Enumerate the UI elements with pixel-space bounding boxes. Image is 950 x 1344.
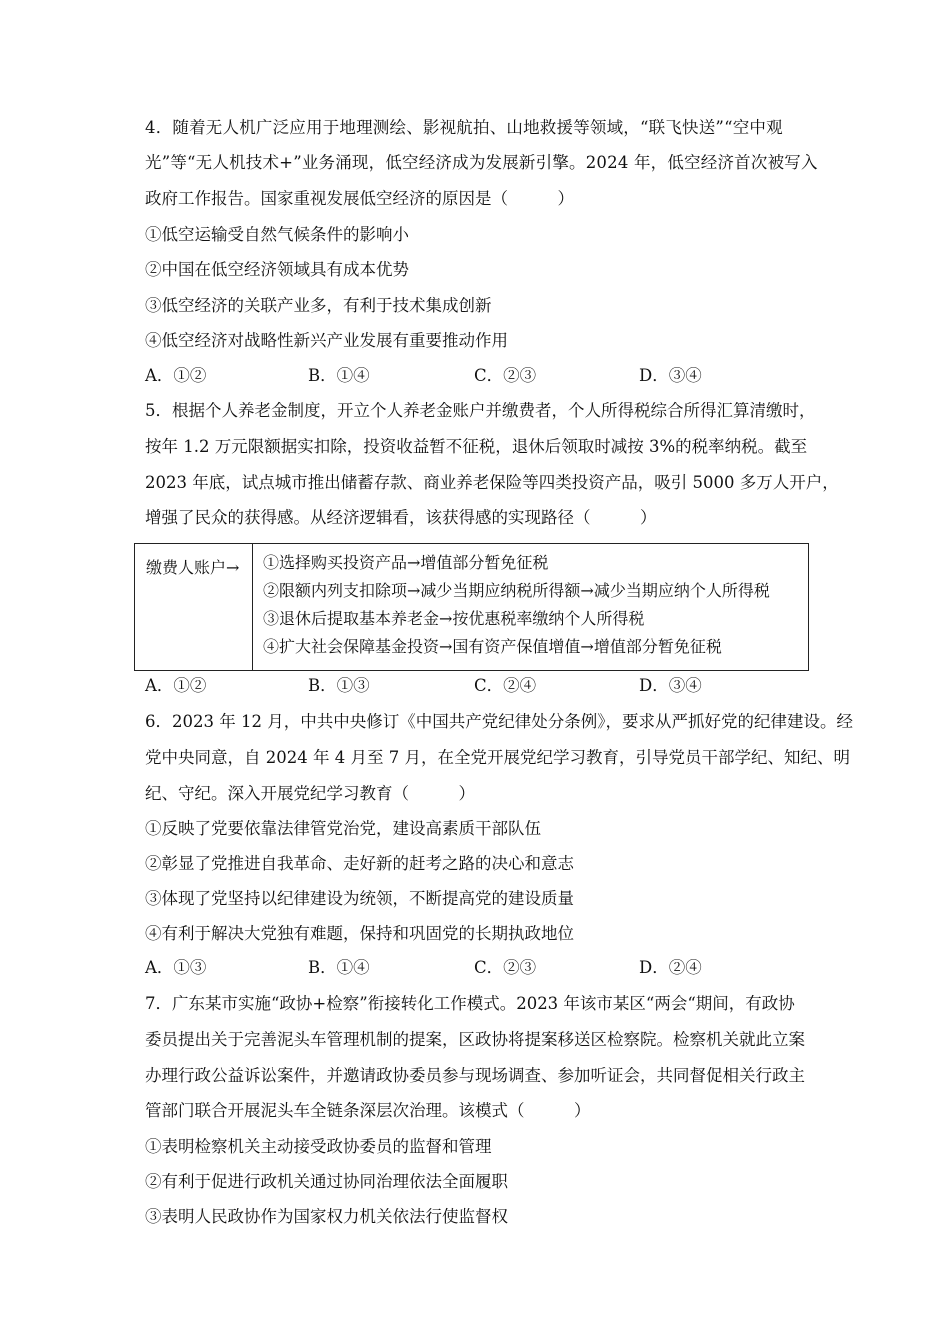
q4-option-d: D．③④ [639,366,702,385]
q4-stem-line-3: 政府工作报告。国家重视发展低空经济的原因是（ ） [145,189,574,208]
q5-table-left-label: 缴费人账户→ [146,558,240,577]
q4-option-c: C．②③ [474,366,537,385]
q4-stem-line-1: 4．随着无人机广泛应用于地理测绘、影视航拍、山地救援等领域，“联飞快送”“空中观 [145,118,783,137]
q5-option-b: B．①③ [308,676,370,695]
q4-stem-line-2: 光”等“无人机技术+”业务涌现，低空经济成为发展新引擎。2024 年，低空经济首次被写入 [145,153,818,172]
q4-item-1: ①低空运输受自然气候条件的影响小 [145,225,409,244]
q6-stem-line-2: 党中央同意，自 2024 年 4 月至 7 月，在全党开展党纪学习教育，引导党员干部学纪、知纪、明 [145,748,850,767]
q5-table-item-3: ③退休后提取基本养老金→按优惠税率缴纳个人所得税 [263,609,645,628]
q5-table-item-4: ④扩大社会保障基金投资→国有资产保值增值→增值部分暂免征税 [263,637,722,656]
q6-item-4: ④有利于解决大党独有难题，保持和巩固党的长期执政地位 [145,924,574,943]
q7-item-2: ②有利于促进行政机关通过协同治理依法全面履职 [145,1172,508,1191]
q6-option-a: A．①③ [145,958,207,977]
q6-stem-line-1: 6．2023 年 12 月，中共中央修订《中国共产党纪律处分条例》，要求从严抓好党的纪律建设。经 [145,712,853,731]
q5-table-left-cell [135,544,253,670]
q4-item-4: ④低空经济对战略性新兴产业发展有重要推动作用 [145,331,508,350]
q5-options [145,676,845,696]
q6-item-1: ①反映了党要依靠法律管党治党，建设高素质干部队伍 [145,819,541,838]
q5-stem-line-3: 2023 年底，试点城市推出储蓄存款、商业养老保险等四类投资产品，吸引 5000 多万人开户， [145,473,839,492]
q7-stem-line-4: 管部门联合开展泥头车全链条深层次治理。该模式（ ） [145,1101,591,1120]
q6-option-d: D．②④ [639,958,702,977]
q4-item-2: ②中国在低空经济领域具有成本优势 [145,260,409,279]
q5-stem-line-4: 增强了民众的获得感。从经济逻辑看，该获得感的实现路径（ ） [145,508,657,527]
q4-item-3: ③低空经济的关联产业多，有利于技术集成创新 [145,296,492,315]
q4-option-a: A．①② [145,366,207,385]
q5-option-a: A．①② [145,676,207,695]
q5-option-c: C．②④ [474,676,537,695]
q5-path-table [134,543,809,671]
q6-stem-line-3: 纪、守纪。深入开展党纪学习教育（ ） [145,784,475,803]
q5-table-item-1: ①选择购买投资产品→增值部分暂免征税 [263,553,549,572]
q6-item-3: ③体现了党坚持以纪律建设为统领，不断提高党的建设质量 [145,889,574,908]
q7-stem-line-1: 7．广东某市实施“政协+检察”衔接转化工作模式。2023 年该市某区“两会“期间，有政协 [145,994,795,1013]
q7-stem-line-3: 办理行政公益诉讼案件，并邀请政协委员参与现场调查、参加听证会，共同督促相关行政主 [145,1066,805,1085]
q5-table-right-cell [253,544,808,670]
q6-item-2: ②彰显了党推进自我革命、走好新的赶考之路的决心和意志 [145,854,574,873]
q6-option-c: C．②③ [474,958,537,977]
q5-stem-line-1: 5．根据个人养老金制度，开立个人养老金账户并缴费者，个人所得税综合所得汇算清缴时， [145,401,816,420]
q7-item-3: ③表明人民政协作为国家权力机关依法行使监督权 [145,1207,508,1226]
q6-options [145,958,845,978]
q4-option-b: B．①④ [308,366,370,385]
q5-stem-line-2: 按年 1.2 万元限额据实扣除，投资收益暂不征税，退休后领取时减按 3%的税率纳税。截至 [145,437,808,456]
q4-options [145,366,845,386]
q7-stem-line-2: 委员提出关于完善泥头车管理机制的提案，区政协将提案移送区检察院。检察机关就此立案 [145,1030,805,1049]
q5-table-item-2: ②限额内列支扣除项→减少当期应纳税所得额→减少当期应纳个人所得税 [263,581,770,600]
q6-option-b: B．①④ [308,958,370,977]
q5-option-d: D．③④ [639,676,702,695]
q7-item-1: ①表明检察机关主动接受政协委员的监督和管理 [145,1137,492,1156]
